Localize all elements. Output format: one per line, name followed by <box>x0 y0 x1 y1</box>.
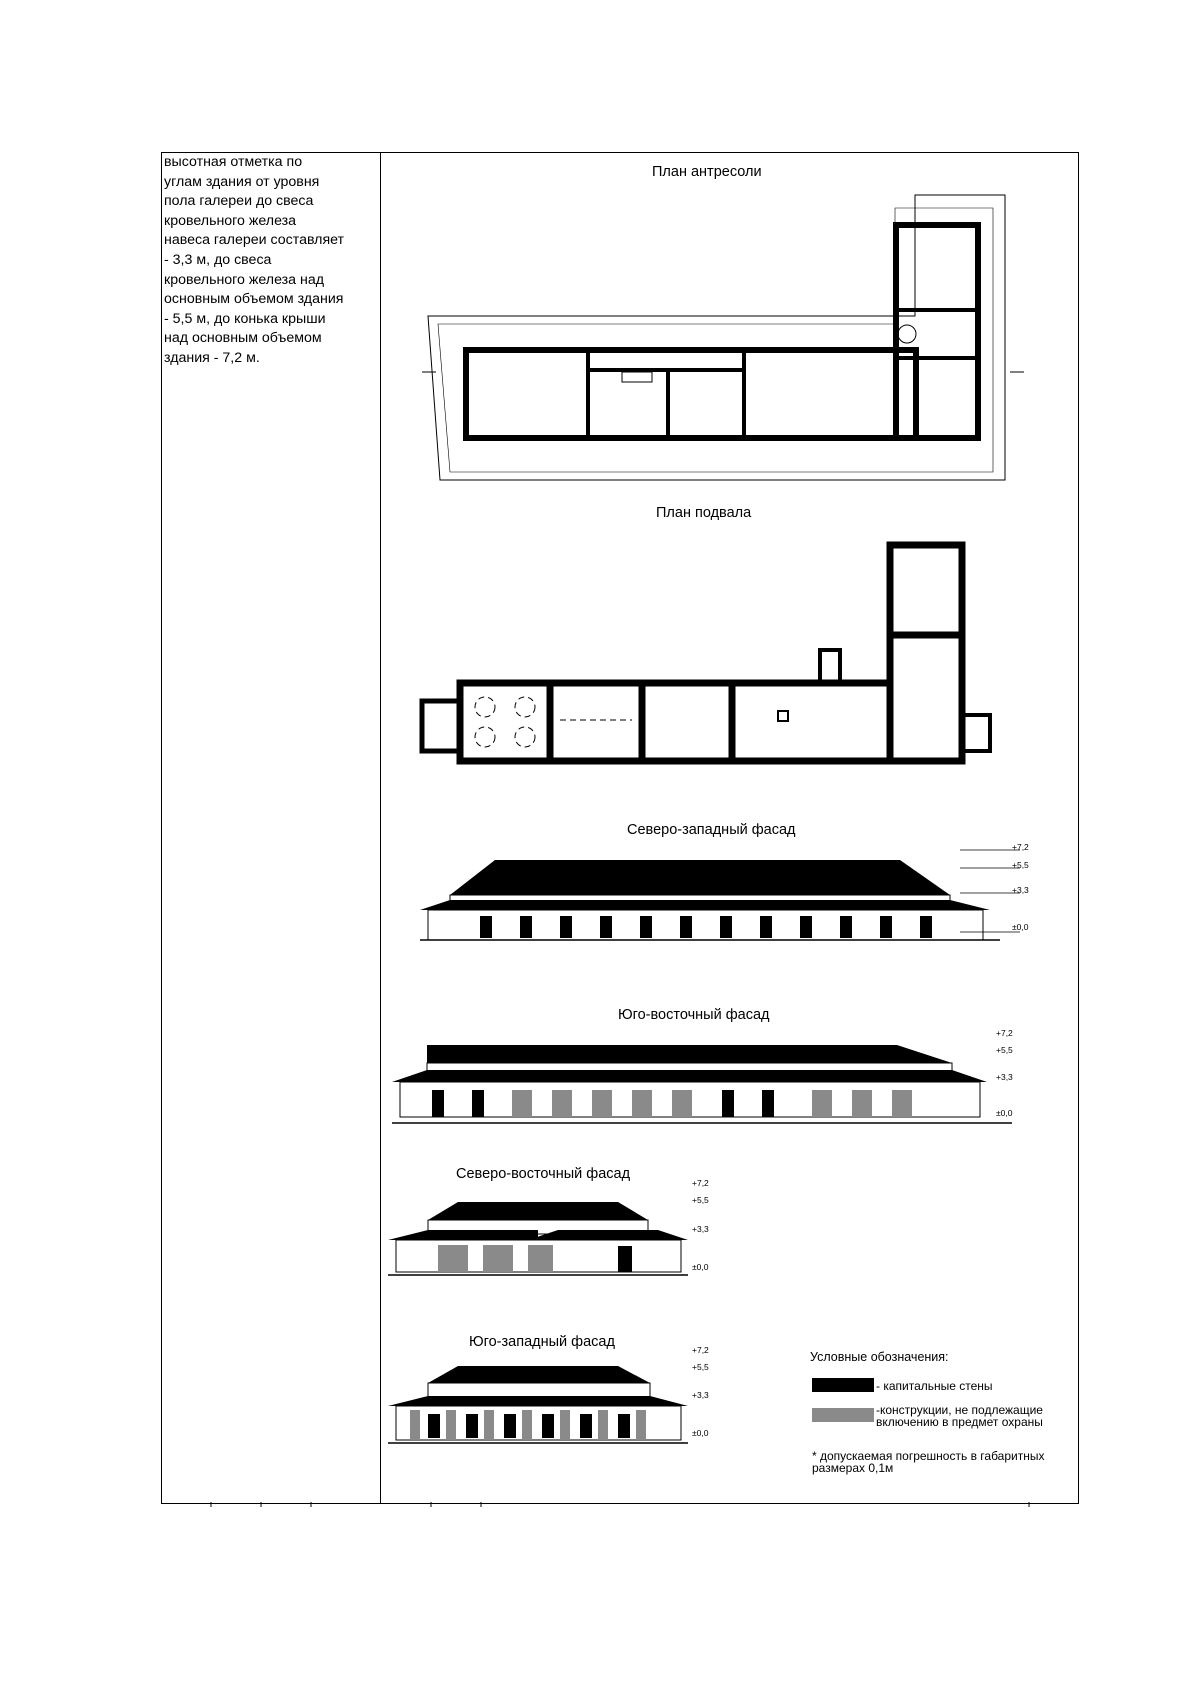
ne-elev-00: ±0,0 <box>692 1262 709 1272</box>
se-elev-33: +3,3 <box>996 1072 1013 1082</box>
facade-ne-title: Северо-восточный фасад <box>456 1166 631 1182</box>
facade-ne-drawing <box>388 1190 698 1280</box>
legend-note: * допускаемая погрешность в габаритных размерах 0,1м <box>812 1449 1045 1475</box>
bottom-ticks <box>161 1502 1079 1510</box>
plan-basement-drawing <box>410 525 1010 775</box>
legend-swatch-walls <box>812 1378 874 1392</box>
plan-basement-title: План подвала <box>656 505 752 521</box>
column-divider <box>380 152 381 1504</box>
se-elev-55: +5,5 <box>996 1045 1013 1055</box>
sw-elev-33: +3,3 <box>692 1390 709 1400</box>
ne-elev-55: +5,5 <box>692 1195 709 1205</box>
nw-elev-72: +7,2 <box>1012 842 1029 852</box>
facade-sw-drawing <box>388 1358 698 1448</box>
plan-mezzanine-drawing <box>410 190 1030 490</box>
ne-elev-33: +3,3 <box>692 1224 709 1234</box>
facade-se-drawing <box>392 1035 1012 1135</box>
plan-mezzanine-title: План антресоли <box>652 164 762 180</box>
sw-elev-55: +5,5 <box>692 1362 709 1372</box>
legend-title: Условные обозначения: <box>810 1350 949 1364</box>
legend-non-protected-label: -конструкции, не подлежащие включению в предмет охраны <box>876 1403 1043 1429</box>
nw-elev-00: ±0,0 <box>1012 922 1029 932</box>
facade-nw-title: Северо-западный фасад <box>627 822 796 838</box>
facade-nw-drawing <box>420 850 1020 945</box>
sw-elev-72: +7,2 <box>692 1345 709 1355</box>
description-text: высотная отметка по углам здания от уровня пола галереи до свеса кровельного железа навеса галереи составляет - 3,3 м, до свеса кровельного железа над основным объемом здания - 5,5 м, до конька крыши над основным объемом здания - 7,2 м. <box>164 154 345 366</box>
legend-walls-label: - капитальные стены <box>876 1379 993 1393</box>
facade-sw-title: Юго-западный фасад <box>469 1334 615 1350</box>
legend-swatch-non-protected <box>812 1408 874 1422</box>
nw-elev-55: +5,5 <box>1012 860 1029 870</box>
sw-elev-00: ±0,0 <box>692 1428 709 1438</box>
se-elev-00: ±0,0 <box>996 1108 1013 1118</box>
nw-elev-33: +3,3 <box>1012 885 1029 895</box>
facade-se-title: Юго-восточный фасад <box>618 1007 770 1023</box>
ne-elev-72: +7,2 <box>692 1178 709 1188</box>
se-elev-72: +7,2 <box>996 1028 1013 1038</box>
